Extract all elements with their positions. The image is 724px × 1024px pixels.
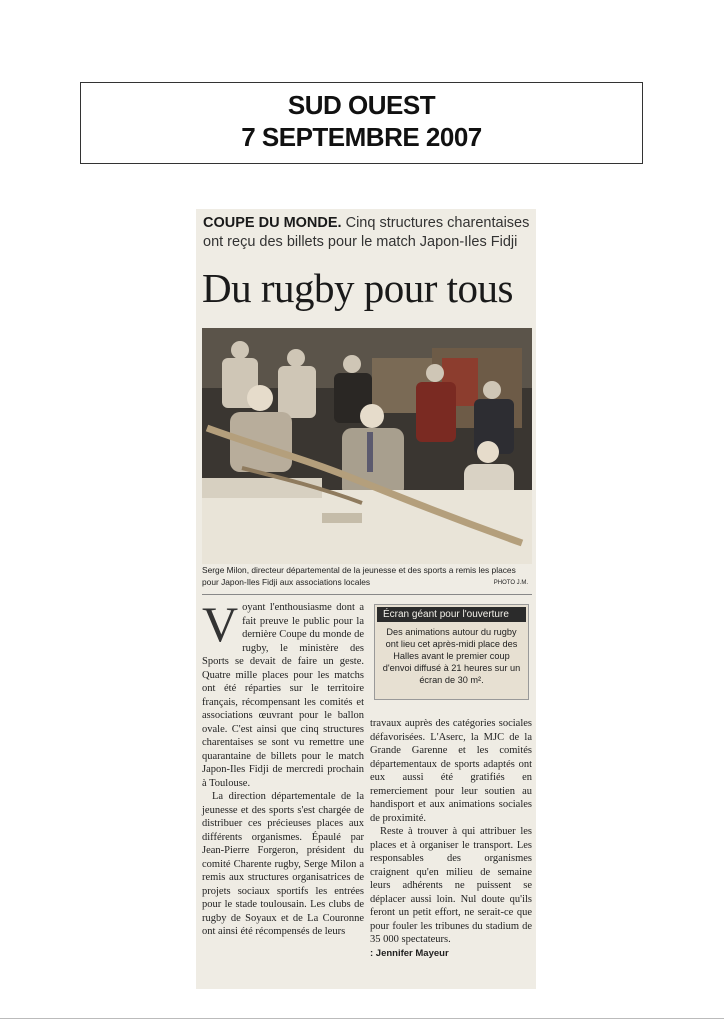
publication-name: SUD OUEST [287, 90, 436, 120]
article-column-left [202, 596, 364, 939]
article-headline: Du rugby pour tous [202, 265, 514, 311]
kicker-label: COUPE DU MONDE. [203, 215, 342, 231]
sidebar-box [374, 604, 529, 700]
article-photo [202, 328, 532, 564]
drop-cap: V [202, 596, 239, 652]
page-bottom-rule [0, 1018, 724, 1019]
newspaper-clipping [196, 209, 536, 989]
article-paragraph-3: travaux auprès des catégories sociales défavorisées. L'Aserc, la MJC de la Grande Garenne et les comités départementaux de sports adaptés ont eux aussi été gratifiés en remerciement pour leur soutien au handisport et aux animations sociales de proximité. [370, 718, 532, 824]
article-signature: : Jennifer Mayeur [370, 947, 449, 959]
article-column-right [370, 717, 532, 960]
article-kicker [203, 214, 531, 252]
caption-divider [202, 594, 532, 595]
photo-caption [202, 565, 532, 591]
paragraph-1-text: oyant l'enthousiasme dont a fait preuve le public pour la dernière Coupe du monde de rugby, le ministère des Sports se devait de faire un geste. Quatre mille places pour les matchs ont été réparties sur le territoire français, récompensant les comités et associations œuvrant pour le ballon ovale. C'est ainsi que cinq structures charentaises se sont vu remettre une quarantaine de billets pour le match Japon-Iles Fidji de mercredi prochain à Toulouse. [202, 602, 364, 789]
publication-date: 7 SEPTEMBRE 2007 [241, 122, 482, 152]
article-paragraph-4: Reste à trouver à qui attribuer les places et à organiser le transport. Les responsables des organismes craignent qu'en milieu de semaine leurs adhérents ne puissent se déplacer aussi loin. Nul doute qu'ils feront un petit effort, ne serait-ce que pour fouler les tribunes du stadium de 35 000 spectateurs. [370, 826, 532, 945]
photo-credit: PHOTO J.M. [493, 579, 528, 586]
article-paragraph-1 [202, 596, 364, 790]
article-paragraph-2: La direction départementale de la jeunesse et des sports s'est chargée de distribuer ces précieuses places aux différents organismes. Épaulé par Jean-Pierre Forgeron, président du comité Charente rugby, Serge Milon a remis aux structures organisatrices de projets sociaux sportifs les entrées pour le stade toulousain. Les clubs de rugby de Soyaux et de La Couronne ont ainsi été récompensés de leurs [202, 791, 364, 937]
sidebar-text: Des animations autour du rugby ont lieu cet après-midi place des Halles avant le premier coup d'envoi diffusé à 21 heures sur un écran de 30 m². [382, 627, 521, 685]
kicker-text: Cinq structures charentaises ont reçu des billets pour le match Japon-Iles Fidji [203, 215, 530, 250]
header-box [80, 82, 643, 164]
photo-caption-text: Serge Milon, directeur départemental de la jeunesse et des sports a remis les places pour Japon-Iles Fidji aux associations locales [202, 565, 516, 587]
sidebar-title: Écran géant pour l'ouverture [377, 607, 526, 622]
